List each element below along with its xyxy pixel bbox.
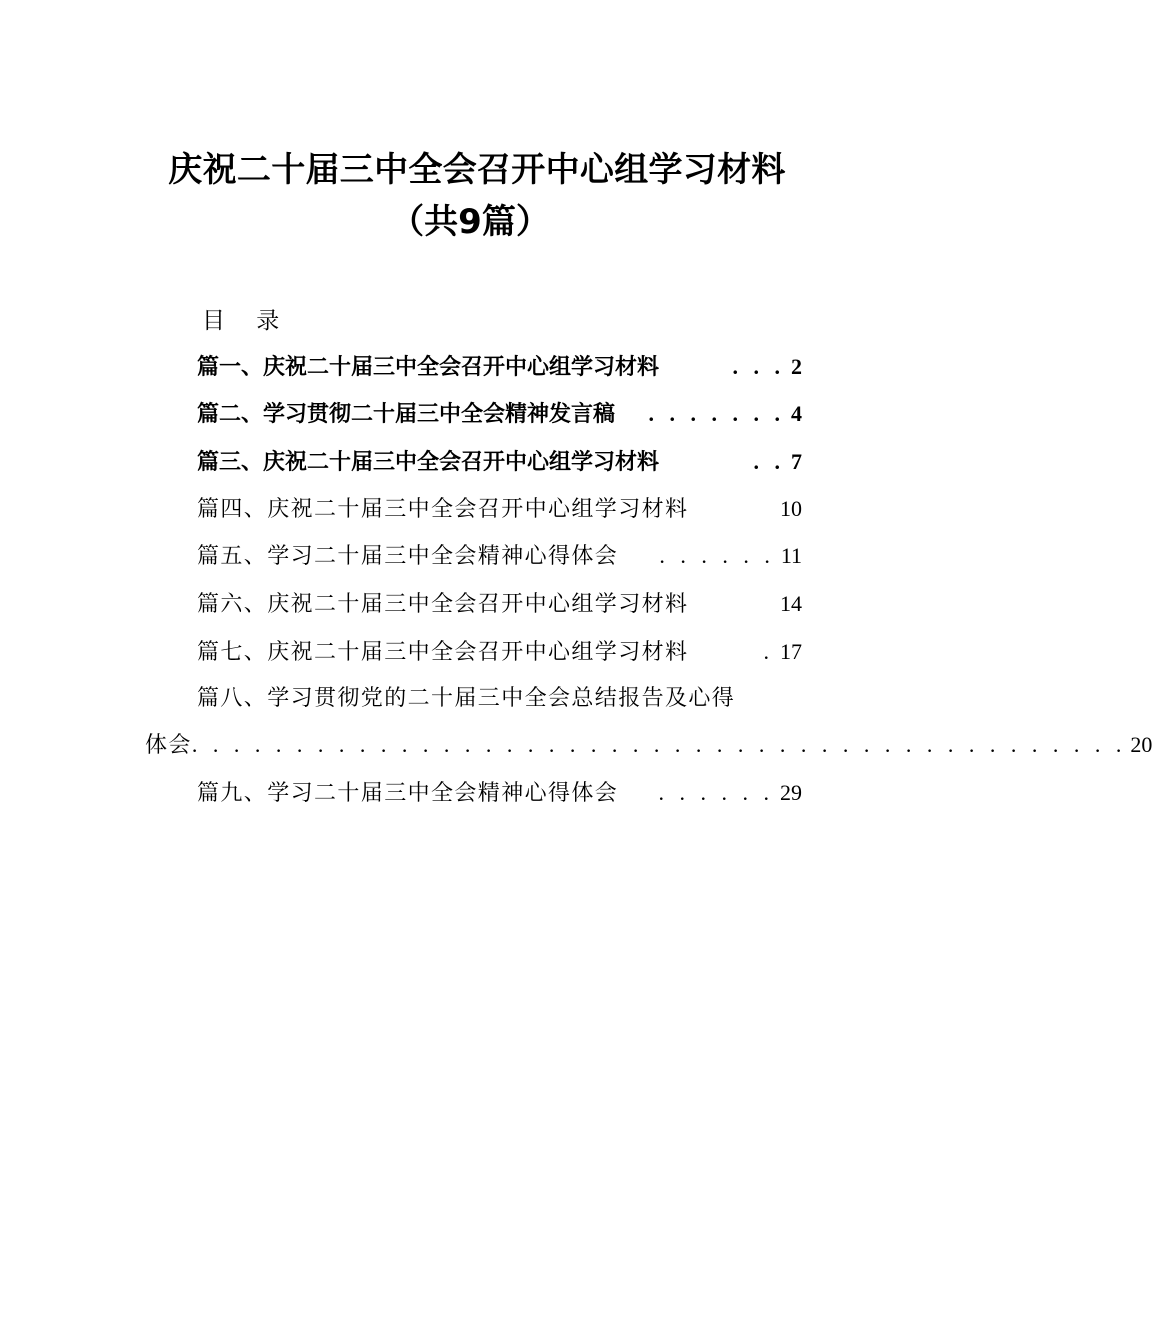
toc-page-number: 14: [780, 591, 802, 616]
toc-entry-label: 篇五、学习二十届三中全会精神心得体会: [197, 544, 619, 569]
toc-entry-5[interactable]: [197, 539, 802, 573]
toc-page-number: 4: [791, 401, 802, 426]
toc-page-number: 20: [1130, 732, 1152, 757]
toc-leader-dots: .: [763, 639, 774, 664]
document-title: 庆祝二十届三中全会召开中心组学习材料: [168, 150, 786, 190]
toc-entry-1[interactable]: [197, 350, 802, 384]
toc-entry-6[interactable]: [197, 587, 802, 621]
toc-entry-label: 篇三、庆祝二十届三中全会召开中心组学习材料: [197, 450, 660, 475]
toc-entry-label: 篇八、学习贯彻党的二十届三中全会总结报告及心得: [197, 686, 736, 711]
toc-entry-label: 篇四、庆祝二十届三中全会召开中心组学习材料: [197, 497, 689, 522]
toc-entry-label: 篇七、庆祝二十届三中全会召开中心组学习材料: [197, 640, 689, 665]
toc-leader-dots: . . . . . .: [658, 780, 774, 805]
toc-entry-label: 篇一、庆祝二十届三中全会召开中心组学习材料: [197, 355, 660, 380]
toc-leader-dots: . . . . . . . . . . . . . . . . . . . . . . . . . . . . . . . . . . . . . . . . . . . . .: [191, 732, 1127, 757]
toc-leader-dots: . . .: [732, 354, 785, 379]
toc-entry-4[interactable]: [197, 492, 802, 526]
toc-entry-7[interactable]: [197, 635, 802, 669]
toc-entry-label: 篇二、学习贯彻二十届三中全会精神发言稿: [197, 402, 616, 427]
toc-page-number: 11: [780, 543, 802, 568]
toc-entry-3[interactable]: [197, 445, 802, 479]
toc-entry-9[interactable]: [197, 776, 802, 810]
toc-page-number: 10: [780, 496, 802, 521]
document-subtitle: （共9篇）: [390, 202, 550, 242]
toc-entry-label-continued: 体会: [145, 733, 192, 758]
toc-entry-label: 篇九、学习二十届三中全会精神心得体会: [197, 781, 619, 806]
toc-entry-2[interactable]: [197, 397, 802, 431]
toc-leader-dots: . . . . . . .: [648, 401, 785, 426]
toc-page-number: 2: [791, 354, 802, 379]
toc-heading: 目 录: [202, 308, 292, 334]
toc-entry-continuation: [145, 728, 1152, 763]
toc-page-number: 17: [780, 639, 802, 664]
toc-page-number: 7: [791, 449, 802, 474]
toc-page-number: 29: [780, 780, 802, 805]
toc-leader-dots: . . . . . .: [659, 543, 775, 568]
toc-leader-dots: . .: [753, 449, 785, 474]
toc-entry-label: 篇六、庆祝二十届三中全会召开中心组学习材料: [197, 592, 689, 617]
